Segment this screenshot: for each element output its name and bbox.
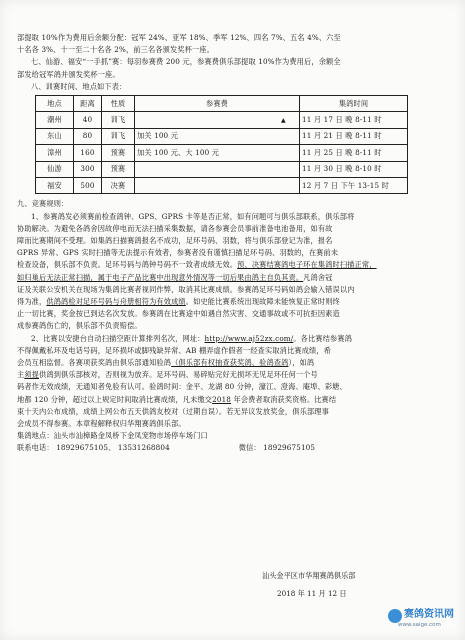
rule2-text: 会员互相监督。各赛项获奖鸽由俱乐部通知验鸽 bbox=[17, 358, 172, 367]
cell-time: 12 月 7 日 下午 13-15 时 bbox=[300, 177, 408, 193]
rule1-underlined: 属于电子产品比赛中出现意外情况等一切后果由鸽主自负其责。 bbox=[97, 272, 304, 282]
section8-title: 八、训赛时间、地点如下表： bbox=[31, 81, 127, 91]
watermark-logo-icon bbox=[388, 609, 402, 623]
schedule-table-wrap bbox=[35, 95, 407, 194]
rule1-text: 。如史能比赛系统出现故障未能恢复正常时则终 bbox=[185, 296, 340, 306]
rule2-text: 主 bbox=[17, 370, 25, 380]
header-distance: 距离 bbox=[74, 96, 102, 112]
cell-fee: 加关 100 元 bbox=[135, 128, 300, 144]
rule1-line: GPRS 异常、GPS 实时扫描等无法提示有效者，参赛者没有谨慎扫描足环号码、羽数的，在赛前未 bbox=[17, 248, 339, 258]
table-row bbox=[36, 161, 408, 177]
rule2-text: 地都 120 分钟，超过以上规定时间取消比赛成绩，凡未缴交 bbox=[17, 394, 213, 404]
cell-distance: 40 bbox=[74, 112, 102, 128]
rule2-underlined: （俱乐部有权抽查获奖鸽、验鸽查鸽 bbox=[171, 358, 289, 367]
cell-type: 训飞 bbox=[102, 128, 135, 144]
cell-time: 11 月 25 日 晚 8-11 时 bbox=[300, 145, 408, 161]
watermark-brand: 赛鸽资讯网 bbox=[404, 609, 454, 620]
rule1-line bbox=[17, 259, 455, 271]
table-row bbox=[36, 128, 408, 144]
rule2-underlined: 须提 bbox=[24, 370, 40, 380]
cell-distance: 80 bbox=[74, 128, 102, 144]
cell-time: 11 月 17 日 晚 8-11 时 bbox=[300, 112, 408, 128]
rule1-line bbox=[17, 296, 455, 308]
rule1-text: 检查设备，俱乐部不负责。足环号码与鸽钟号码不一致者成绩无效。 bbox=[17, 260, 238, 270]
document-date: 2018 年 11 月 12 日 bbox=[277, 589, 347, 598]
rule1-line: 止一切比赛，奖金按已到达名次发放。参赛鸽在比赛途中如遇自然灾害、交通事故或不可抗拒因素造 bbox=[17, 309, 340, 319]
para7-line1: 七、仙游、福安“一手抓”赛：每羽参赛费 200 元，参赛费俱乐部提取 10%作为费用后，余额全 bbox=[31, 57, 341, 67]
cell-place: 东山 bbox=[36, 128, 74, 144]
rule2-line bbox=[17, 369, 455, 381]
rule1-line: 证及关联公安机关在现场为集鸽比赛者视同作弊，取消其比赛成绩。参赛鸽足环号码如鸽会输入错误以内 bbox=[17, 284, 355, 294]
cell-type: 训飞 bbox=[102, 112, 135, 128]
cell-fee bbox=[135, 177, 300, 193]
header-type: 性质 bbox=[102, 96, 135, 112]
rule2-text: 。各比赛结参赛鸽 bbox=[293, 333, 353, 343]
rule1-underlined: 供鸽鸽检对足环号码与舟册相符为有效成绩 bbox=[46, 296, 186, 306]
rule1-line: 1、参赛鸽发必须赛前检查鸽钟、GPS、GPRS 卡等是否正常，如有问题可与俱乐部联系，俱乐部将 bbox=[31, 211, 355, 221]
phone-number-2: 13531268804 bbox=[117, 443, 170, 453]
cell-time: 11 月 21 日 晚 8-11 时 bbox=[300, 128, 408, 144]
para6-line1: 部提取 10%作为费用后余额分配：冠军 24%、亚军 18%、季军 12%、四名 7%、五名 4%、六至 bbox=[17, 33, 341, 42]
rule2-text: ），如鸽 bbox=[288, 358, 315, 367]
rule1-line: 成参赛鸽伤亡的，俱乐部不负责赔偿。 bbox=[17, 321, 142, 331]
table-row bbox=[36, 177, 408, 193]
cell-place: 福安 bbox=[36, 177, 74, 193]
table-row bbox=[36, 112, 408, 128]
rule2-underlined: 2018 bbox=[212, 394, 232, 404]
header-time: 集鸽时间 bbox=[300, 96, 408, 112]
triangle-mark-icon: ▲ bbox=[281, 116, 286, 124]
rule2-line bbox=[17, 333, 455, 345]
contact-label: 联系电话： bbox=[17, 443, 54, 453]
para7-line2: 部发给冠军鸽并颁发奖杯一座。 bbox=[17, 69, 120, 79]
header-place: 地点 bbox=[36, 96, 74, 112]
cell-type: 决赛 bbox=[102, 177, 135, 193]
rule2-url-link[interactable]: http://www.aj52zx.com/ bbox=[204, 333, 294, 343]
rule1-line: 障而比赛期间不受理。如集鸽扫描赛鸽报名不成功，足环号码、羽数，将与俱乐部登记为准，报名 bbox=[17, 235, 333, 245]
cell-distance: 300 bbox=[74, 161, 102, 177]
rule1-line: 协助解决。为避免各鸽舍因故停电而无法扫描采集数据，请各参赛会员事前准备电池备用，如有故 bbox=[17, 223, 333, 233]
rule2-line: 会成员不得参赛。本章程解释权归华翔赛鸽俱乐部。 bbox=[17, 419, 186, 429]
venue-line: 集鸽地点：汕头市汕樟路金凤桥下金凤宠物市场停车场门口 bbox=[17, 431, 208, 441]
rule2-text: 年会费者取消获奖资格。比赛结 bbox=[231, 394, 337, 404]
rule1-underlined: 如归巢后无法正常扫描， bbox=[17, 272, 98, 282]
cell-fee bbox=[135, 161, 300, 177]
rule2-line: 束十天内公布成绩，成绩上网公布五天供鸽友校对（过期自误）。若无异议发放奖金，俱乐部理事 bbox=[17, 406, 329, 416]
contact-line bbox=[17, 442, 455, 454]
para6-line2: 十名各 3%、十一至二十名各 2%，前三名各颁发奖杯一座。 bbox=[17, 45, 215, 55]
cell-place: 潮州 bbox=[36, 112, 74, 128]
rule1-text: 凡鸽舍冠 bbox=[303, 272, 333, 282]
rule2-line: 码者作无效成绩，无通知者免验有认可。验鸽时间：金平、龙湖 80 分钟，濠江、澄海、庵埠、彩塘、 bbox=[17, 382, 347, 392]
rule1-text: 得为准， bbox=[17, 296, 47, 306]
cell-place: 漳州 bbox=[36, 145, 74, 161]
watermark-url: www.saige.com bbox=[398, 622, 441, 628]
rule2-line: 不得佩戴私环及电话号码，足环损坏或脚残缺异常、AB 棚弄虚作假者一经查实取消比赛成绩，希 bbox=[17, 345, 332, 355]
cell-distance: 500 bbox=[74, 177, 102, 193]
section9-title: 九、竞赛规则： bbox=[17, 199, 69, 209]
header-fee: 参赛费 bbox=[135, 96, 300, 112]
cell-distance: 160 bbox=[74, 145, 102, 161]
cell-fee bbox=[135, 112, 300, 128]
document-body bbox=[17, 32, 455, 455]
schedule-table bbox=[35, 95, 408, 194]
rule2-line bbox=[17, 357, 455, 369]
cell-type: 预赛 bbox=[102, 161, 135, 177]
cell-time: 11 月 30 日 晚 8-10 时 bbox=[300, 161, 408, 177]
rule1-underlined: 预、决赛结赛鸽电子环在集鸽时扫描正常， bbox=[237, 260, 377, 270]
wechat-number: 18929675105 bbox=[263, 443, 316, 453]
table-row bbox=[36, 145, 408, 161]
table-header-row bbox=[36, 96, 408, 112]
cell-type: 预赛 bbox=[102, 145, 135, 161]
cell-fee: 加关 100 元、大 100 元 bbox=[135, 145, 300, 161]
rule2-line bbox=[17, 394, 455, 406]
wechat-label: 微信： bbox=[238, 443, 261, 453]
cell-place: 仙游 bbox=[36, 161, 74, 177]
signature: 汕头金平区市华翔赛鸽俱乐部 bbox=[262, 571, 356, 580]
rule1-line bbox=[17, 272, 455, 284]
rule2-text: 2、比赛以安捷台自动扫描空距计算排列名次，网址： bbox=[31, 333, 205, 343]
phone-number-1: 18929675105、 bbox=[56, 443, 116, 453]
rule2-text: 供鸽到俱乐部核对，否则视为放弃。足环号码、易碎贴完好无损坏无见足环任何一个号 bbox=[39, 370, 318, 380]
